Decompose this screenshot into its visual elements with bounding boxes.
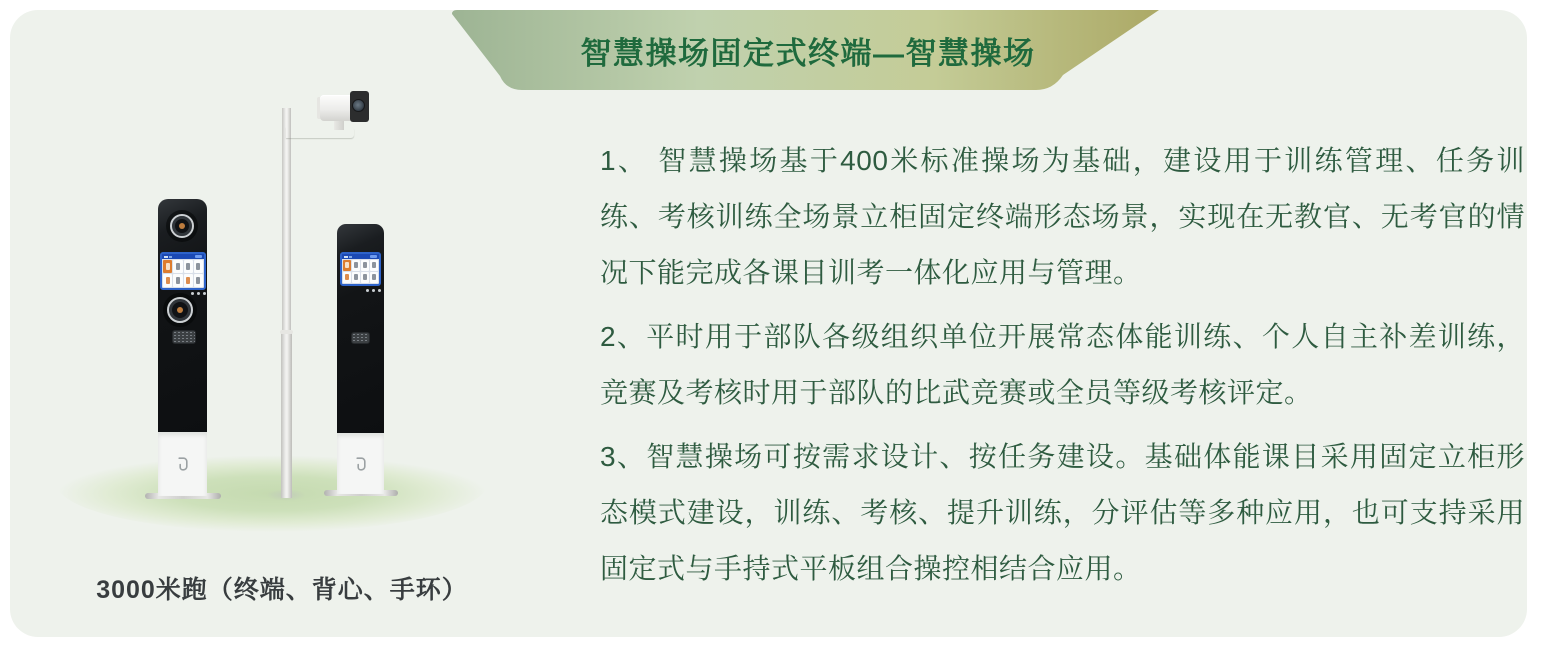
app-tile	[184, 274, 193, 287]
kiosk-base-left	[158, 432, 207, 496]
app-tile	[370, 272, 378, 283]
kiosk-indicator-icons	[366, 289, 381, 292]
speaker-grille-icon	[172, 330, 196, 344]
description-text	[600, 133, 1525, 605]
cctv-camera-lens-icon	[352, 99, 365, 112]
cctv-camera-icon	[320, 95, 353, 121]
kiosk-screen	[340, 252, 381, 286]
app-tile	[343, 272, 351, 283]
figure-caption: 3000米跑（终端、背心、手环）	[96, 576, 468, 604]
kiosk-camera-icon	[167, 297, 193, 323]
description-paragraph-2: 2、平时用于部队各级组织单位开展常态体能训练、个人自主补差训练，竞赛及考核时用于部队的比武竞赛或全员等级考核评定。	[600, 321, 1525, 408]
brand-logo-icon	[177, 457, 188, 471]
app-tile	[352, 272, 360, 283]
screen-app-grid	[162, 259, 204, 288]
app-tile	[194, 260, 203, 273]
brand-logo-icon	[355, 457, 366, 471]
page-title: 智慧操场固定式终端—智慧操场	[580, 35, 1036, 71]
description-paragraph-1: 1、 智慧操场基于400米标准操场为基础，建设用于训练管理、任务训练、考核训练全场景立柜固定终端形态场景，实现在无教官、无考官的情况下能完成各课目训考一体化应用与管理。	[600, 145, 1525, 288]
app-tile	[184, 260, 193, 273]
app-tile	[370, 260, 378, 271]
app-tile	[163, 260, 172, 273]
content-card	[10, 10, 1527, 637]
kiosk-screen	[160, 252, 206, 290]
kiosk-indicator-icons	[191, 292, 206, 295]
pole-joint	[280, 330, 293, 334]
app-tile	[361, 260, 369, 271]
app-tile	[352, 260, 360, 271]
app-tile	[361, 272, 369, 283]
speaker-grille-icon	[351, 332, 370, 344]
ground-ellipse	[57, 436, 487, 532]
camera-pole-lower	[281, 332, 292, 498]
app-tile	[173, 260, 182, 273]
app-tile	[173, 274, 182, 287]
description-paragraph-3: 3、智慧操场可按需求设计、按任务建设。基础体能课目采用固定立柜形态模式建设，训练、考核、提升训练，分评估等多种应用，也可支持采用固定式与手持式平板组合操控相结合应用。	[600, 441, 1525, 584]
screen-app-grid	[342, 259, 379, 284]
kiosk-camera-icon	[170, 214, 194, 238]
kiosk-base-right	[337, 433, 384, 494]
app-tile	[343, 260, 351, 271]
app-tile	[194, 274, 203, 287]
app-tile	[163, 274, 172, 287]
